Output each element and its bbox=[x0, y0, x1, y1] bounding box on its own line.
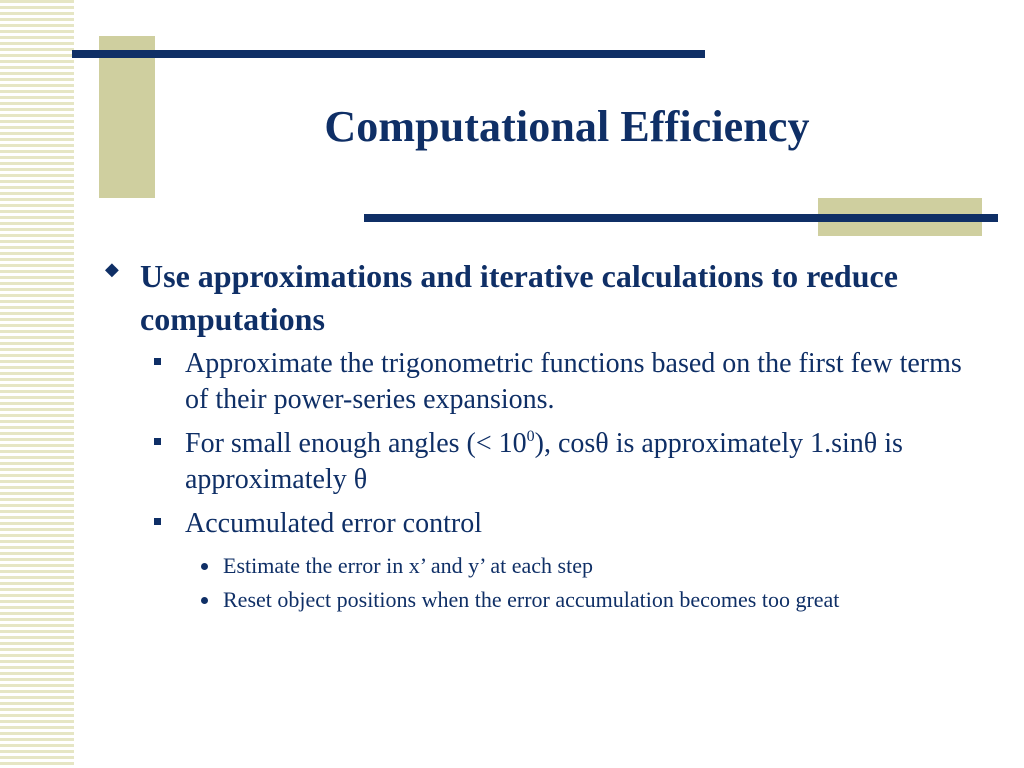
square-icon bbox=[154, 358, 161, 365]
subsubpoint-text: Estimate the error in x’ and y’ at each step bbox=[223, 553, 593, 578]
slide-title: Computational Efficiency bbox=[324, 102, 810, 151]
subsubpoint-item bbox=[105, 550, 965, 582]
slide-content bbox=[105, 255, 995, 618]
diamond-icon: ◆ bbox=[105, 259, 119, 279]
subpoint-item bbox=[105, 346, 965, 418]
subpoint-text-part-1: For small enough angles (< 10 bbox=[185, 428, 527, 459]
main-bullet bbox=[105, 255, 995, 341]
superscript-zero: 0 bbox=[526, 428, 535, 445]
subpoint-text: Accumulated error control bbox=[185, 508, 482, 539]
subsubpoint-item bbox=[105, 584, 965, 616]
top-rule bbox=[72, 50, 705, 58]
subpoint-item bbox=[105, 426, 965, 498]
square-icon bbox=[154, 438, 161, 445]
dot-icon bbox=[201, 563, 208, 570]
main-bullet-text: Use approximations and iterative calculations to reduce computations bbox=[140, 258, 898, 337]
bottom-rule bbox=[364, 214, 998, 222]
dot-icon bbox=[201, 597, 208, 604]
subsubpoint-text: Reset object positions when the error accumulation becomes too great bbox=[223, 587, 840, 612]
subpoint-text-part-2: ), cosθ is approximately 1.sinθ is approximately θ bbox=[185, 428, 903, 495]
square-icon bbox=[154, 518, 161, 525]
subpoint-item bbox=[105, 506, 965, 542]
subpoint-text: Approximate the trigonometric functions based on the first few terms of their power-series expansions. bbox=[185, 348, 962, 415]
